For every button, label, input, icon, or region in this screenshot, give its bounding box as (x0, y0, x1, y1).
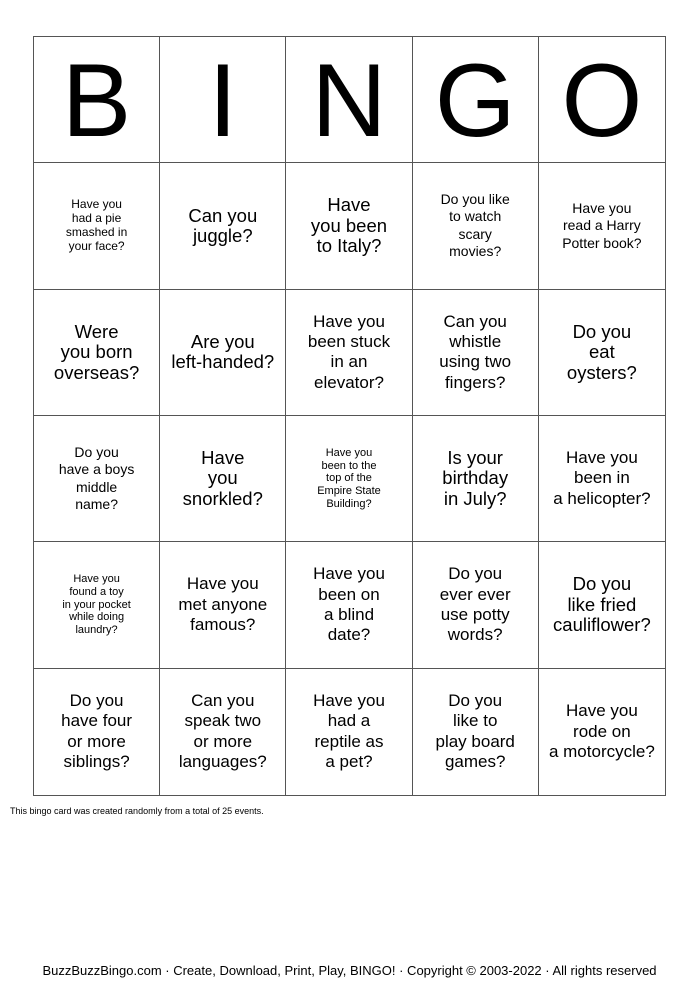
bingo-square: Have you had a pie smashed in your face? (34, 163, 160, 289)
header-letter-g: G (413, 37, 539, 163)
card-note: This bingo card was created randomly from a total of 25 events. (10, 806, 264, 816)
bingo-square: Have you read a Harry Potter book? (539, 163, 665, 289)
bingo-square: Have you been to Italy? (286, 163, 412, 289)
bingo-square: Do you have a boys middle name? (34, 416, 160, 542)
bingo-square: Do you eat oysters? (539, 290, 665, 416)
header-letter-n: N (286, 37, 412, 163)
bingo-square: Have you been in a helicopter? (539, 416, 665, 542)
bingo-square: Have you met anyone famous? (160, 542, 286, 668)
bingo-square: Have you been on a blind date? (286, 542, 412, 668)
bingo-square: Do you like fried cauliflower? (539, 542, 665, 668)
bingo-square: Have you rode on a motorcycle? (548, 701, 655, 762)
bingo-square: Can you speak two or more languages? (160, 669, 286, 795)
bingo-square: Do you ever ever use potty words? (413, 542, 539, 668)
header-letter-i: I (160, 37, 286, 163)
bingo-square: Were you born overseas? (34, 290, 160, 416)
bingo-square: Are you left-handed? (160, 290, 286, 416)
bingo-square: Have you been to the top of the Empire State Building? (286, 416, 412, 542)
bingo-square: Is your birthday in July? (413, 416, 539, 542)
bingo-square: Have you been stuck in an elevator? (286, 290, 412, 416)
header-letter-b: B (34, 37, 160, 163)
bingo-card (33, 36, 666, 796)
bingo-square: Do you like to watch scary movies? (413, 163, 539, 289)
footer-copyright: BuzzBuzzBingo.com · Create, Download, Print, Play, BINGO! · Copyright © 2003-2022 · All rights reserved (42, 963, 657, 978)
bingo-square: Do you like to play board games? (413, 669, 539, 795)
bingo-square: Have you had a reptile as a pet? (286, 669, 412, 795)
bingo-square: Can you juggle? (160, 163, 286, 289)
header-letter-o: O (539, 37, 665, 163)
bingo-square: Do you have four or more siblings? (34, 669, 160, 795)
bingo-square: Have you found a toy in your pocket while doing laundry? (34, 542, 160, 668)
bingo-square: Can you whistle using two fingers? (413, 290, 539, 416)
bingo-square: Have you snorkled? (160, 416, 286, 542)
